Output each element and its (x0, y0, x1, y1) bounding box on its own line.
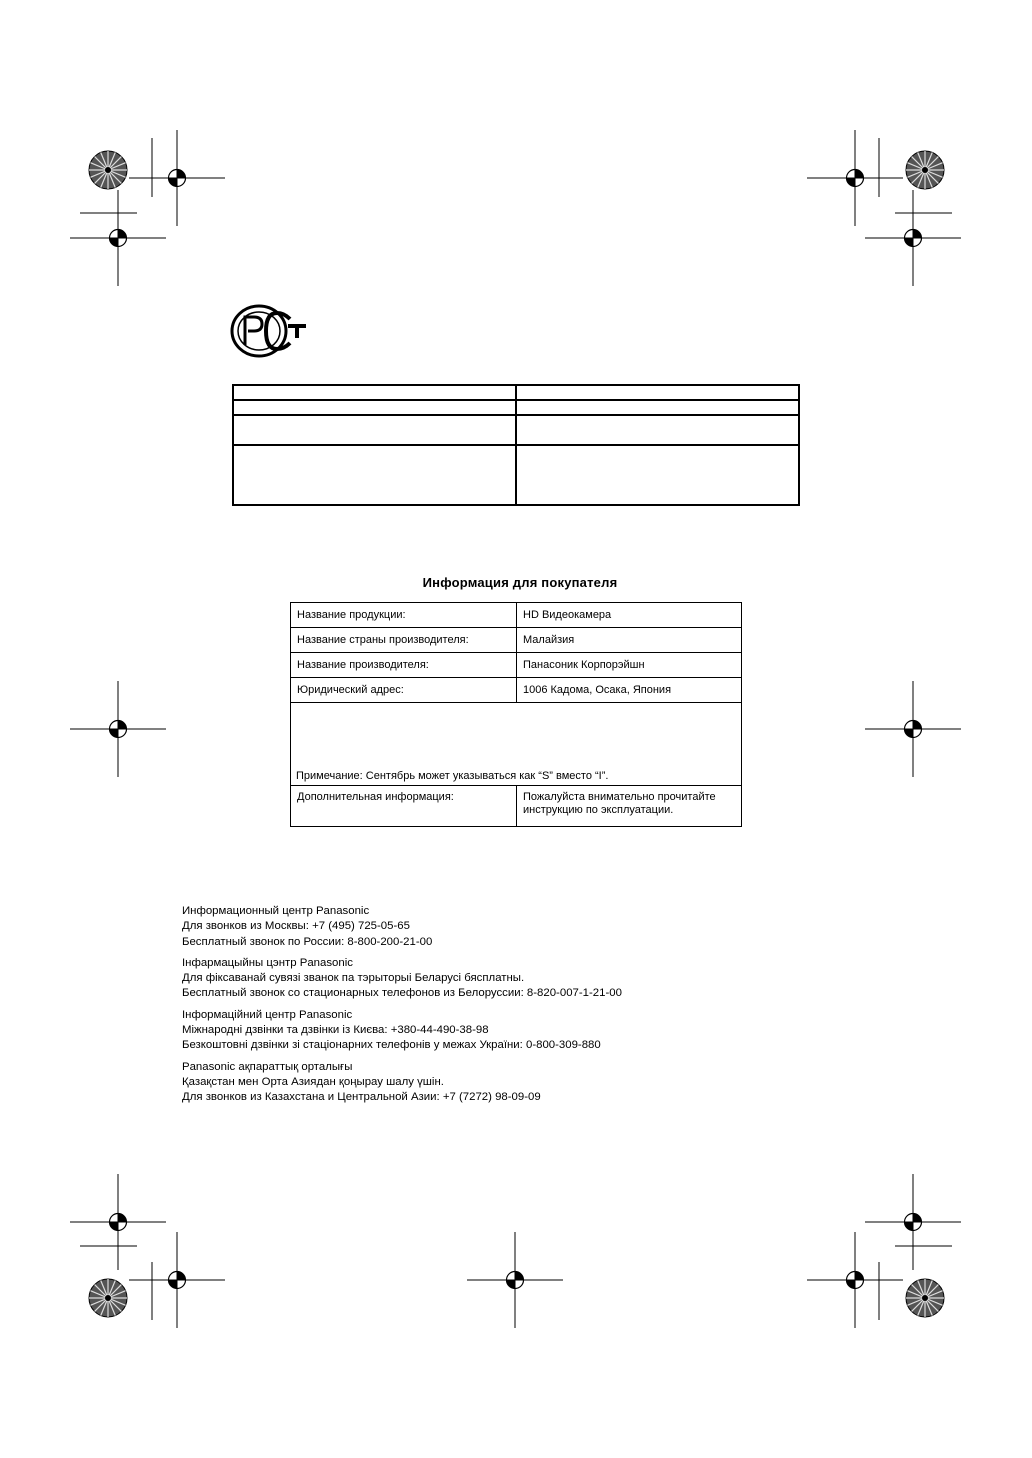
buyer-info-title: Информация для покупателя (422, 575, 618, 590)
contact-block-belarus (182, 956, 782, 1002)
table-row (291, 786, 742, 827)
contact-block-kazakhstan (182, 1060, 782, 1106)
contact-line: Для звонков из Москвы: +7 (495) 725-05-65 (182, 920, 410, 933)
table-cell (516, 400, 799, 415)
contact-block-russia (182, 904, 782, 950)
contact-line: Қазақстан мен Орта Азиядан қоңырау шалу үшін. (182, 1075, 444, 1088)
table-cell (516, 445, 799, 505)
contact-line: Бесплатный звонок со стационарных телефонов из Белоруссии: 8-820-007-1-21-00 (182, 987, 622, 1000)
table-cell (233, 415, 516, 445)
buyer-info-table (290, 602, 742, 827)
note-row (291, 703, 742, 786)
row-value: Панасоник Корпорэйшн (517, 653, 742, 678)
pct-certification-logo (228, 303, 314, 359)
table-cell (233, 385, 516, 400)
table-cell (516, 385, 799, 400)
table-row (291, 653, 742, 678)
row-label: Дополнительная информация: (291, 786, 517, 827)
contact-block-ukraine (182, 1008, 782, 1054)
table-row (233, 400, 799, 415)
note-text: Примечание: Сентябрь может указываться как “S” вместо “I”. (291, 703, 742, 786)
contact-line: Інформаційний центр Panasonic (182, 1008, 353, 1021)
contact-info (182, 904, 782, 1112)
contact-line: Для звонков из Казахстана и Центральной Азии: +7 (7272) 98-09-09 (182, 1091, 541, 1104)
row-value: 1006 Кадома, Осака, Япония (517, 678, 742, 703)
row-value: Малайзия (517, 628, 742, 653)
table-cell (233, 445, 516, 505)
row-label: Название продукции: (291, 603, 517, 628)
contact-line: Міжнародні дзвінки та дзвінки із Києва: +380-44-490-38-98 (182, 1024, 489, 1037)
table-cell (233, 400, 516, 415)
extra-value-line: инструкцию по эксплуатации. (523, 804, 674, 816)
table-row (233, 445, 799, 505)
contact-line: Для фіксаванай сувязі званок па тэрыторыі Беларусі бясплатны. (182, 972, 525, 985)
row-label: Юридический адрес: (291, 678, 517, 703)
contact-line: Информационный центр Panasonic (182, 905, 370, 917)
contact-line: Безкоштовні дзвінки зі стаціонарних телефонів у межах України: 0-800-309-880 (182, 1039, 601, 1052)
empty-table (232, 384, 800, 506)
table-cell (516, 415, 799, 445)
table-row (291, 628, 742, 653)
table-row (233, 385, 799, 400)
row-label: Название страны производителя: (291, 628, 517, 653)
contact-line: Panasonic ақпараттық орталығы (182, 1060, 353, 1073)
table-row (291, 678, 742, 703)
contact-line: Інфармацыйны цэнтр Panasonic (182, 956, 353, 969)
row-value: HD Видеокамера (517, 603, 742, 628)
row-value (517, 786, 742, 827)
table-row (233, 415, 799, 445)
row-label: Название производителя: (291, 653, 517, 678)
extra-value-line: Пожалуйста внимательно прочитайте (523, 791, 716, 803)
contact-line: Бесплатный звонок по России: 8-800-200-21-00 (182, 935, 433, 948)
table-row (291, 603, 742, 628)
